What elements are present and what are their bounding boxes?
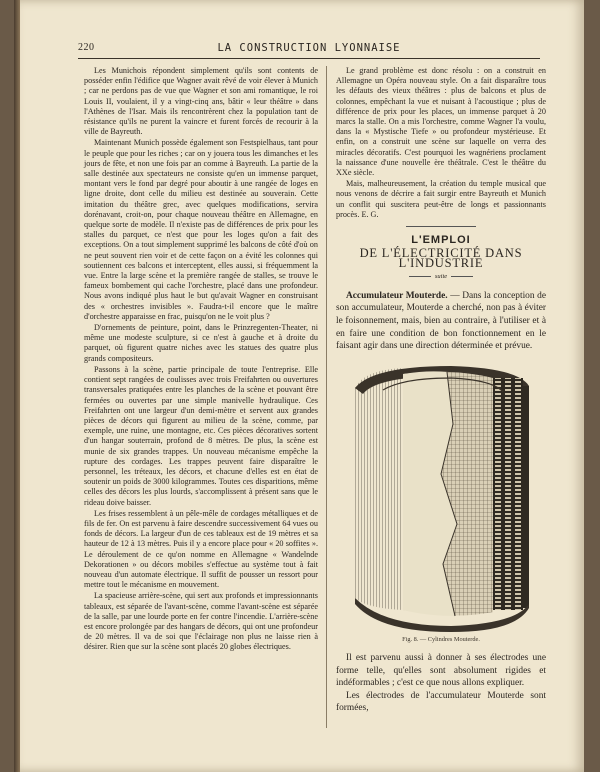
figure-cylinders-engraving: [343, 364, 539, 636]
paragraph: Les frises ressemblent à un pêle-mêle de cordages métalliques et de fils de fer. On est parvenu à faire descendre successivement 64 vues ou fonds de décors. La largeur d'un de ces tableaux est de 19 mètres et sa hauteur de 12 à 13 mètres. Puis il y a encore place pour « 20 soffites ». Le déroulement de ce qu'on nomme en Allemagne « Wandelnde Dekorationen » ou décors mobiles s'effectue au système tout à fait nouveau d'un automate électrique. Il suffit de pousser un ressort pour mettre tout le mécanisme en mouvement.: [84, 508, 318, 590]
article-title-line2: DE L'ÉLECTRICITÉ DANS L'INDUSTRIE: [359, 246, 523, 271]
dash-left: [409, 276, 431, 277]
left-column: [84, 66, 318, 654]
paragraph: La spacieuse arrière-scène, qui sert aux profonds et impressionnants tableaux, est séparée de l'avant-scène, comme l'avant-scène est séparée de la salle, par une lourde porte en fer contre l'incendie. L'arrière-scène est encore prolongée par des hangars de décors, qui ont une profondeur de 20 mètres. Il va de soi que l'éclairage non plus ne laisse rien à désirer. Rien que sur la scène sont placés 20 globes électriques.: [84, 591, 318, 652]
book-spine: [14, 0, 20, 772]
header-rule: [78, 58, 540, 59]
paragraph: Il est parvenu aussi à donner à ses électrodes une forme telle, qu'elles sont absolument rigides et indéformables ; c'est ce que nous allons expliquer.: [336, 653, 546, 689]
article-lead: [336, 290, 546, 353]
paragraph: Les électrodes de l'accumulateur Mouterde sont formées,: [336, 690, 546, 714]
paragraph: Passons à la scène, partie principale de toute l'entreprise. Elle contient sept rangées de coulisses avec trois Freifahrten ou ouvertures transversales pratiquées entre les planches de la scène et pouvant être fermées ou ouvertes par une simple manivelle hydraulique. Ces Freifahrten ont une largeur d'un demi-mètre et servent aux grandes pièces de décors qui figurent au milieu de la scène, comme, par exemple, une ruine, une montagne, etc. Ces pièces décoratives sortent d'un hangar souterrain, profond de 8 mètres. De plus, la scène est munie de six grandes trappes. Un nouveau mécanisme empêche la rupture des cordages. Les trappes peuvent faire disparaître le personnel, les tréteaux, les décors, et chacune d'elles est en état de soutenir un poids de 3000 kilogrammes. Toutes ces disparitions, même celles des décors les plus lourds, s'accomplissent à présent sans que le rideau doive baisser.: [84, 364, 318, 507]
figure-caption: Fig. 8. — Cylindres Mouterde.: [402, 636, 480, 643]
section-rule: [406, 226, 476, 227]
dash-right: [451, 276, 473, 277]
lead-heading: Accumulateur Mouterde.: [346, 290, 448, 301]
suite-label: suite: [434, 272, 448, 280]
lead-text: — Dans la conception de son accumulateur, Mouterde a cherché, non pas à éviter le foisonnement, mais, bien au contraire, à l'utiliser et à en faire une condition de bon fonctionnement en le faisant agir dans une direction déterminée et prévue.: [336, 290, 546, 352]
page-number: 220: [78, 42, 95, 53]
paragraph: Le grand problème est donc résolu : on a construit en Allemagne un Opéra nouveau style. On a fait disparaître tous les défauts des vieux théâtres : plus de balcons et plus de colonnes, empêchant la vue et nuisant à l'acoustique ; plus de différence de prix pour les places, un immense parquet à 20 marcs la stalle. On a mis l'orchestre, comme Wagner l'a voulu, dans la « Mystische Tiefe » ou profondeur mystérieuse. Et enfin, on a construit une scène sur laquelle on verra des miracles décoratifs. C'est pourquoi les wagnériens proclament la naissance d'une nouvelle ère théâtrale. C'est le théâtre du XXe siècle.: [336, 66, 546, 178]
article-title-line1: L'EMPLOI: [411, 234, 471, 247]
paragraph: Les Munichois répondent simplement qu'ils sont contents de posséder enfin l'édifice que Wagner avait rêvé de voir élever à Munich ; car ne perdons pas de vue que Wagner et son ami romantique, le roi Louis II, voulaient, il y a vingt-cinq ans, bâtir « leur théâtre » dans l'Athènes de l'Isar. Mais ils rencontrèrent chez la population tant de résistance qu'ils ne purent la vaincre et furent forcés de recourir à la ville de Bayreuth.: [84, 66, 318, 137]
page-header: [78, 42, 540, 58]
paragraph: Maintenant Munich possède également son Festspielhaus, tant pour le peuple que pour les riches ; car on y jouera tous les dimanches et les jours de fête, et non une fois par an comme à Bayreuth. La partie de la salle destinée aux spectateurs ne consiste qu'en un immense parquet, montant vers le fond par degré pour aboutir à une rangée de loges en ligne droite, dont celle du milieu est destinée au souverain. Cette imitation du théâtre grec, avec quelques modifications, servira dorénavant, croit-on, pour chaque nouveau théâtre en Allemagne, en quelque sorte de modèle. Il n'existe pas de différences de prix pour les stalles du parquet, ce n'est que pour les loges qu'on a fait des exceptions. On a tout simplement supprimé les balcons de côté d'où on ne peut souvent rien voir et de cette façon on a évité les colonnes qui soutiennent ces balcons et interceptent, elles aussi, si fréquemment la vue. Entre la large scène et la première rangée de stalles, se trouve le fameux bombement qui cache l'orchestre, placé dans une profondeur. Nous avons indiqué plus haut le but qu'avait Wagner en construisant des « orchestres invisibles ». Faudra-t-il encore que le maître d'orchestre apparaisse en frac, puisqu'on ne le voit plus ?: [84, 138, 318, 321]
column-divider: [326, 66, 327, 728]
paragraph: D'ornements de peinture, point, dans le Prinzregenten-Theater, ni même une modeste sculpture, si ce n'est à gauche et à droite du parquet, où figurent quatre niches avec les statues des quatre plus grands compositeurs.: [84, 323, 318, 363]
right-column: [336, 66, 546, 353]
paragraph: Mais, malheureusement, la création du temple musical que nous venons de décrire a fait surgir entre Bayreuth et Munich un conflit qui suscitera peut-être de longs et passionnants procès. E. G.: [336, 179, 546, 219]
article-suite: [336, 272, 546, 282]
article-title: [336, 235, 546, 282]
journal-title: LA CONSTRUCTION LYONNAISE: [217, 42, 401, 54]
article-continuation: [336, 652, 546, 715]
